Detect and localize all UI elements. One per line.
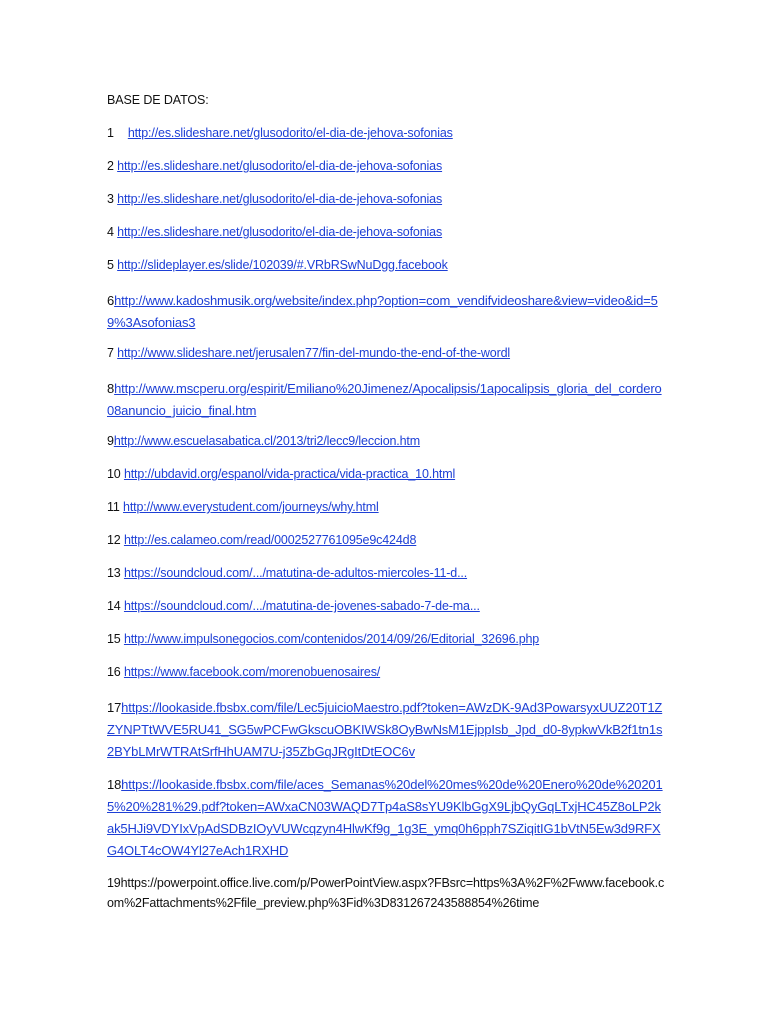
entry-link[interactable]: https://www.facebook.com/morenobuenosaires/ [123,665,381,679]
entry-link[interactable]: http://es.slideshare.net/glusodorito/el-dia-de-jehova-sofonias [117,192,443,206]
entry-number: 5 [107,258,114,272]
entry-number: 1 [107,126,114,140]
entry-number: 13 [107,566,121,580]
list-item [107,499,667,516]
list-item [107,433,667,450]
list-item [107,224,667,241]
entry-link[interactable]: https://soundcloud.com/.../matutina-de-jovenes-sabado-7-de-ma... [123,599,480,613]
entry-link[interactable]: http://www.mscperu.org/espirit/Emiliano%20Jimenez/Apocalipsis/1apocalipsis_gloria_del_cordero08anuncio_juicio_final.htm [107,381,662,418]
entry-number: 16 [107,665,121,679]
entry-link[interactable]: https://soundcloud.com/.../matutina-de-adultos-miercoles-11-d... [123,566,468,580]
entry-link[interactable]: http://slideplayer.es/slide/102039/#.VRbRSwNuDgg.facebook [117,258,448,272]
list-item [107,697,667,763]
list-item [107,345,667,362]
list-item [107,158,667,175]
entry-number: 10 [107,467,121,481]
entry-link[interactable]: https://lookaside.fbsbx.com/file/Lec5juicioMaestro.pdf?token=AWzDK-9Ad3PowarsyxUUZ20T1ZZYNPTtWVE5RU41_SG5wPCFwGkscuOBKIWSk8OyBwNsM1EjppIsb_Jpd_d0-8ypkwVkB2f1tn1s2BYbLMrWTRAtSrfHhUAM7U-j35ZbGqJRgItDtEOC6v [107,700,663,759]
list-item [107,664,667,681]
entry-link[interactable]: http://www.kadoshmusik.org/website/index.php?option=com_vendifvideoshare&view=video&id=59%3Asofonias3 [107,293,658,330]
entry-link[interactable]: http://es.slideshare.net/glusodorito/el-dia-de-jehova-sofonias [117,159,443,173]
entry-number: 6 [107,293,115,308]
list-item [107,598,667,615]
list-item [107,378,667,422]
entry-number: 17 [107,700,122,715]
entry-number: 18 [107,777,122,792]
entry-number: 12 [107,533,121,547]
entry-link[interactable]: http://www.slideshare.net/jerusalen77/fin-del-mundo-the-end-of-the-wordl [117,346,511,360]
list-item [107,565,667,582]
list-item [107,631,667,648]
entry-number: 7 [107,346,114,360]
list-item [107,125,667,142]
entry-number: 4 [107,225,114,239]
list-item [107,532,667,549]
entry-link[interactable]: http://es.slideshare.net/glusodorito/el-dia-de-jehova-sofonias [117,225,443,239]
entry-plain-url: https://powerpoint.office.live.com/p/PowerPointView.aspx?FBsrc=https%3A%2F%2Fwww.facebook.com%2Fattachments%2Ffile_preview.php%3Fid%3D831267243588854%26time [107,876,665,910]
entry-number: 11 [107,500,120,514]
entry-link[interactable]: http://www.impulsonegocios.com/contenidos/2014/09/26/Editorial_32696.php [123,632,540,646]
entry-number: 3 [107,192,114,206]
list-item [107,257,667,274]
list-item [107,873,667,913]
entry-link[interactable]: http://ubdavid.org/espanol/vida-practica/vida-practica_10.html [123,467,456,481]
list-item [107,290,667,334]
entry-number: 9 [107,434,114,448]
document-heading: BASE DE DATOS: [107,93,209,107]
document-page [107,92,667,929]
entry-number: 14 [107,599,121,613]
entry-link[interactable]: http://es.slideshare.net/glusodorito/el-dia-de-jehova-sofonias [127,126,453,140]
list-item [107,191,667,208]
entry-link[interactable]: http://es.calameo.com/read/0002527761095e9c424d8 [123,533,417,547]
entry-link[interactable]: http://www.escuelasabatica.cl/2013/tri2/lecc9/leccion.htm [113,434,421,448]
entry-link[interactable]: http://www.everystudent.com/journeys/why.html [123,500,379,514]
entry-number: 8 [107,381,115,396]
list-item [107,466,667,483]
entry-number: 2 [107,159,114,173]
entry-link[interactable]: https://lookaside.fbsbx.com/file/aces_Semanas%20del%20mes%20de%20Enero%20de%202015%20%281%29.pdf?token=AWxaCN03WAQD7Tp4aS8sYU9KlbGgX9LjbQyGqLTxjHC45Z8oLP2kak5HJi9VDYIxVpAdSDBzIOyVUWcqzyn4HlwKf9g_1g3E_ymq0h6pph7SZiqitIG1bVtN5Ew3d9RFXG4OLT4cOW4Yl27eAch1RXHD [107,777,663,858]
list-item [107,774,667,862]
entry-number: 15 [107,632,121,646]
entry-number: 19 [107,876,121,890]
